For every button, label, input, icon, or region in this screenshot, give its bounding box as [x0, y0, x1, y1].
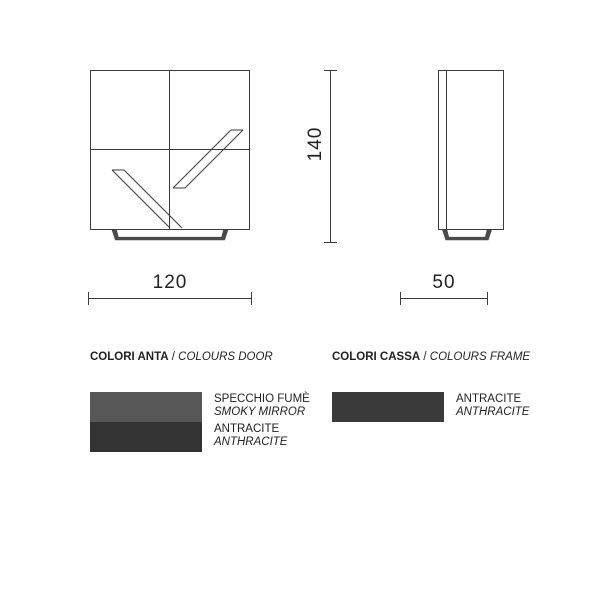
- cabinet-side-outline: [438, 70, 504, 230]
- colour-name-it: SPECCHIO FUMÈ: [214, 393, 310, 405]
- depth-dimension-line: [400, 298, 488, 299]
- height-dimension-cap-top: [324, 70, 337, 71]
- side-view-drawing: [438, 70, 504, 230]
- cabinet-base-front: [102, 230, 238, 242]
- colour-swatch-smoky-mirror: [90, 392, 202, 422]
- legend-frame-swatch-list: [332, 392, 530, 422]
- colour-swatch-labels: [214, 422, 287, 449]
- width-dimension-label: 120: [152, 272, 188, 293]
- colour-swatch-labels: [456, 392, 529, 419]
- colour-name-en: SMOKY MIRROR: [214, 406, 306, 418]
- list-item: [332, 392, 530, 422]
- list-item: [90, 392, 310, 422]
- height-dimension-label: 140: [305, 126, 326, 162]
- legend-frame-title: [332, 350, 530, 364]
- legend-frame-title-separator: /: [420, 351, 430, 363]
- colour-swatch-labels: [214, 392, 310, 419]
- colour-name-en: ANTHRACITE: [456, 406, 530, 418]
- legend-frame-title-en: COLOURS FRAME: [429, 351, 531, 363]
- legend-door-swatch-list: [90, 392, 310, 452]
- door-diagonal-detail-lines: [90, 70, 250, 230]
- legend-door-title: [90, 350, 310, 364]
- width-dimension-stroke: [88, 298, 252, 299]
- depth-dimension-stroke: [400, 298, 488, 299]
- legend-frame-colours: [332, 350, 530, 422]
- colour-name-en: ANTHRACITE: [214, 436, 288, 448]
- legend-frame-title-it: COLORI CASSA: [332, 351, 421, 363]
- list-item: [90, 422, 310, 452]
- colour-swatch-anthracite-door: [90, 422, 202, 452]
- side-front-edge-line: [446, 70, 447, 230]
- cabinet-base-side: [438, 230, 496, 242]
- colour-name-it: ANTRACITE: [214, 423, 280, 435]
- legend-door-colours: [90, 350, 310, 452]
- legend-door-title-it: COLORI ANTA: [90, 351, 169, 363]
- colour-swatch-anthracite-frame: [332, 392, 444, 422]
- legend-door-title-en: COLOURS DOOR: [178, 351, 273, 363]
- depth-dimension-label: 50: [432, 272, 456, 293]
- height-dimension-cap-bottom: [324, 242, 337, 243]
- width-dimension-line: [88, 298, 252, 299]
- height-dimension-stroke: [330, 70, 331, 242]
- front-view-drawing: [90, 70, 250, 230]
- legend-door-title-separator: /: [168, 351, 179, 363]
- height-dimension-line: [330, 70, 331, 242]
- colour-name-it: ANTRACITE: [456, 393, 522, 405]
